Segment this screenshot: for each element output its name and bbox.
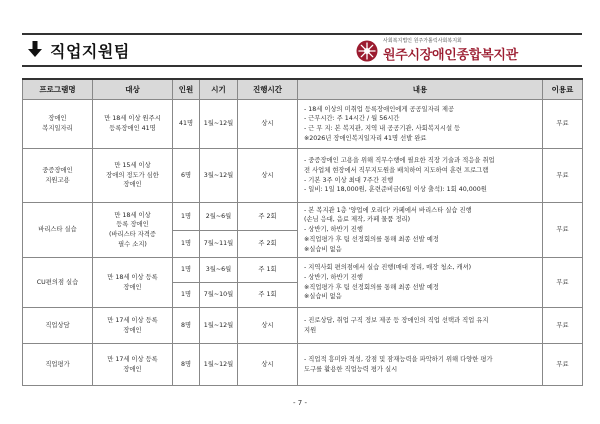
table-row <box>23 203 583 231</box>
column-header: 진행시간 <box>238 79 298 100</box>
people-cell: 1명 <box>173 231 200 258</box>
program-name-cell: 직업평가 <box>23 344 93 386</box>
column-header: 프로그램명 <box>23 79 93 100</box>
program-table <box>22 78 583 386</box>
program-name-cell: 장애인 복지일자리 <box>23 100 93 149</box>
column-header: 인원 <box>173 79 200 100</box>
logo-subtitle: 사회복지법인 원주가톨릭사회복지회 <box>383 38 462 44</box>
fee-cell: 무료 <box>543 344 583 386</box>
people-cell: 1명 <box>173 203 200 231</box>
content-cell: - 직업적 흥미와 적성, 강점 및 잠재능력을 파악하기 위해 다양한 평가 도구를 활용한 직업능력 평가 실시 <box>298 344 543 386</box>
people-cell: 6명 <box>173 149 200 203</box>
period-cell: 1월~12월 <box>200 308 238 344</box>
table-row <box>23 344 583 386</box>
time-cell: 상시 <box>238 149 298 203</box>
table-header-row <box>23 79 583 100</box>
page-number: - 7 - <box>293 399 307 407</box>
people-cell: 8명 <box>173 344 200 386</box>
content-cell: - 본 복지관 1층 '양업에 오리다' 카페에서 바리스타 실습 진행 (손님 응대, 음료 제작, 카페 물품 정리) - 상반기, 하반기 진행 ※직업평가 후 팀 선정회의를 통해 최종 선발 예정 ※실습비 없음 <box>298 203 543 258</box>
column-header: 내용 <box>298 79 543 100</box>
period-cell: 7월~10월 <box>200 283 238 308</box>
people-cell: 1명 <box>173 283 200 308</box>
table-row <box>23 149 583 203</box>
program-name-cell: 직업상담 <box>23 308 93 344</box>
page-title: 직업지원팀 <box>50 42 130 61</box>
fee-cell: 무료 <box>543 203 583 258</box>
people-cell: 1명 <box>173 258 200 283</box>
period-cell: 2월~6월 <box>200 203 238 231</box>
logo-mark-icon <box>356 40 378 62</box>
time-cell: 주 2회 <box>238 231 298 258</box>
people-cell: 8명 <box>173 308 200 344</box>
target-cell: 만 17세 이상 등록 장애인 <box>93 344 173 386</box>
period-cell: 3월~12월 <box>200 149 238 203</box>
fee-cell: 무료 <box>543 149 583 203</box>
column-header: 시기 <box>200 79 238 100</box>
program-name-cell: 바리스타 실습 <box>23 203 93 258</box>
table-row <box>23 100 583 149</box>
time-cell: 상시 <box>238 100 298 149</box>
column-header: 대상 <box>93 79 173 100</box>
arrow-down-icon <box>28 40 42 58</box>
fee-cell: 무료 <box>543 308 583 344</box>
content-cell: - 지역사회 편의점에서 실습 진행(매대 정리, 매장 청소, 캐셔) - 상반기, 하반기 진행 ※직업평가 후 팀 선정회의를 통해 최종 선발 예정 ※실습비 없음 <box>298 258 543 308</box>
column-header: 이용료 <box>543 79 583 100</box>
time-cell: 상시 <box>238 344 298 386</box>
time-cell: 주 1회 <box>238 258 298 283</box>
content-cell: - 진로상담, 취업 구직 정보 제공 등 장애인의 직업 선택과 직업 유지 지원 <box>298 308 543 344</box>
period-cell: 1월~12월 <box>200 100 238 149</box>
fee-cell: 무료 <box>543 258 583 308</box>
program-name-cell: 중증장애인 지원고용 <box>23 149 93 203</box>
section-header <box>22 33 582 67</box>
program-name-cell: CU편의점 실습 <box>23 258 93 308</box>
period-cell: 1월~12월 <box>200 344 238 386</box>
target-cell: 만 18세 이상 원주시 등록장애인 41명 <box>93 100 173 149</box>
table-row <box>23 258 583 283</box>
target-cell: 만 15세 이상 장애의 정도가 심한 장애인 <box>93 149 173 203</box>
target-cell: 만 18세 이상 등록 장애인 <box>93 258 173 308</box>
target-cell: 만 18세 이상 등록 장애인 (바리스타 자격증 필수 소지) <box>93 203 173 258</box>
logo-title: 원주시장애인종합복지관 <box>383 48 518 63</box>
table-row <box>23 308 583 344</box>
fee-cell: 무료 <box>543 100 583 149</box>
people-cell: 41명 <box>173 100 200 149</box>
time-cell: 주 1회 <box>238 283 298 308</box>
time-cell: 상시 <box>238 308 298 344</box>
period-cell: 7월~11월 <box>200 231 238 258</box>
time-cell: 주 2회 <box>238 203 298 231</box>
period-cell: 3월~6월 <box>200 258 238 283</box>
content-cell: - 18세 이상의 미취업 등록장애인에게 공공일자리 제공 - 근무시간: 주 14시간 / 월 56시간 - 근 무 지: 본 복지관, 지역 내 공공기관, 사회복지시설 등 ※2026년 장애인복지일자리 41명 선발 완료 <box>298 100 543 149</box>
content-cell: - 중증장애인 고용을 위해 직무수행에 필요한 직장 기술과 적응을 취업 전 사업체 현장에서 직무지도원을 배치하여 지도하여 훈련 프로그램 - 기본 3주 이상 최대 7주간 진행 - 일비: 1일 18,000원, 훈련준비금(6일 이상 출석): 1회 40,000원 <box>298 149 543 203</box>
organization-logo <box>356 37 576 63</box>
target-cell: 만 17세 이상 등록 장애인 <box>93 308 173 344</box>
